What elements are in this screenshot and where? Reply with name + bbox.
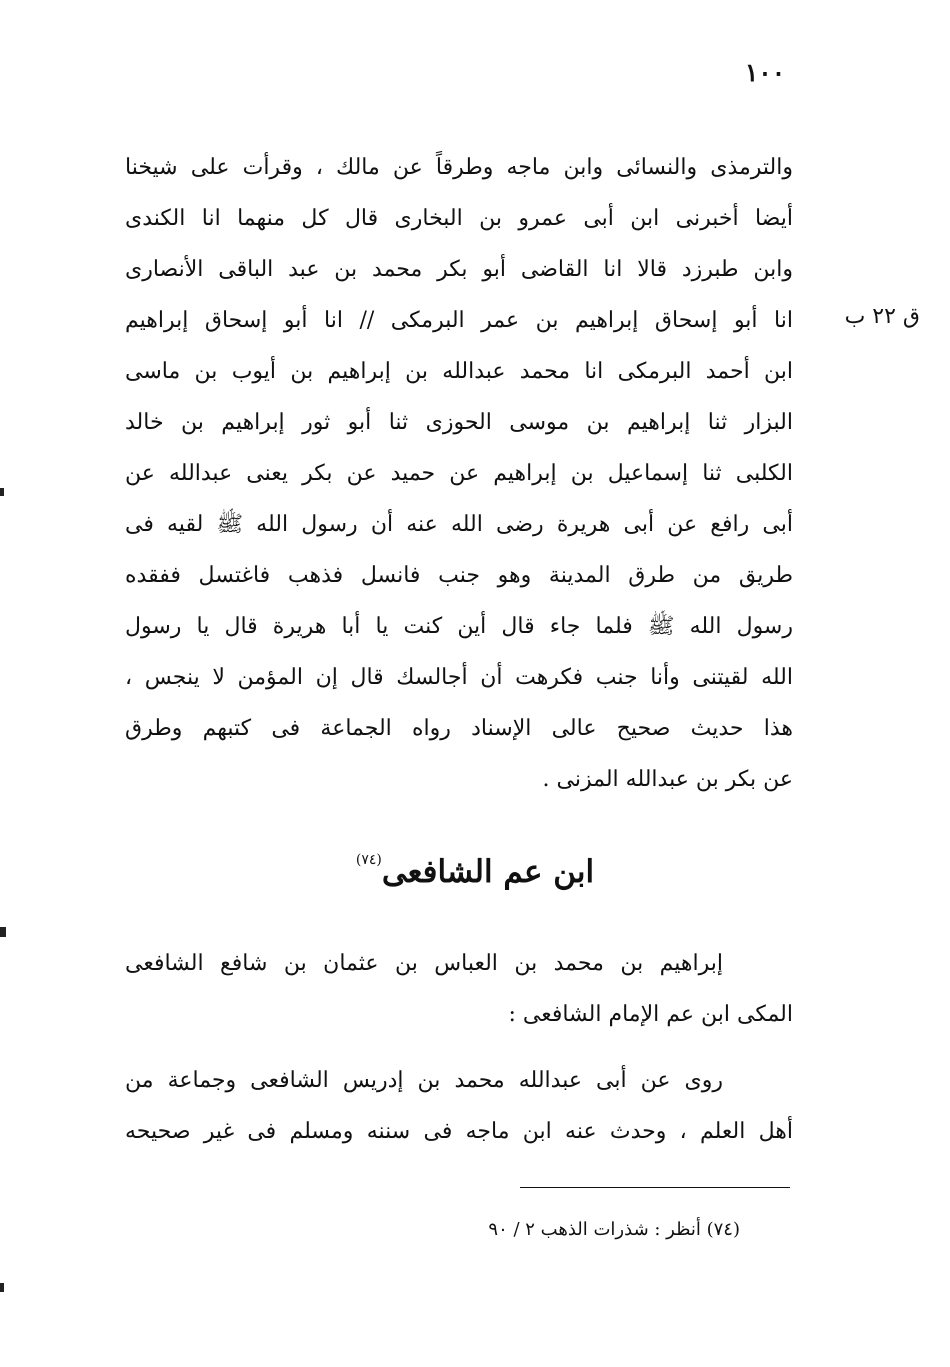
text-line: عن بكر بن عبدالله المزنى . xyxy=(542,767,793,792)
text-line: البزار ثنا إبراهيم بن موسى الحوزى ثنا أبو ثور إبراهيم بن خالد xyxy=(125,410,793,435)
page-number: ١٠٠ xyxy=(744,58,786,87)
text-line: أبى رافع عن أبى هريرة رضى الله عنه أن رسول الله ﷺ لقيه فى xyxy=(125,512,793,537)
text-line: إبراهيم بن محمد بن العباس بن عثمان بن شافع الشافعى xyxy=(125,951,723,976)
text-line: وابن طبرزد قالا انا القاضى أبو بكر محمد بن عبد الباقى الأنصارى xyxy=(125,257,793,282)
text-line: أهل العلم ، وحدث عنه ابن ماجه فى سننه ومسلم فى غير صحيحه xyxy=(125,1119,793,1144)
text-line: ابن أحمد البرمكى انا محمد عبدالله بن إبراهيم بن أيوب بن ماسى xyxy=(125,359,793,384)
text-line: المكى ابن عم الإمام الشافعى : xyxy=(508,1002,793,1027)
scan-edge-mark xyxy=(0,1283,4,1292)
text-line: رسول الله ﷺ فلما جاء قال أين كنت يا أبا هريرة قال يا رسول xyxy=(125,614,793,639)
text-line: طريق من طرق المدينة وهو جنب فانسل فذهب فاغتسل ففقده xyxy=(125,563,793,588)
text-line: هذا حديث صحيح عالى الإسناد رواه الجماعة فى كتبهم وطرق xyxy=(125,716,793,741)
paragraph-biography-name xyxy=(125,938,793,1040)
footnote-reference: (٧٤) xyxy=(355,852,382,868)
section-heading-title: ابن عم الشافعى xyxy=(381,854,595,890)
paragraph-hadith-chain xyxy=(125,142,793,805)
manuscript-folio-note: ق ٢٢ ب xyxy=(844,304,920,329)
scan-edge-mark xyxy=(0,488,4,496)
paragraph-biography-narration xyxy=(125,1055,793,1157)
text-line: روى عن أبى عبدالله محمد بن إدريس الشافعى وجماعة من xyxy=(125,1068,723,1093)
footnote-divider xyxy=(520,1187,790,1188)
text-line: الكلبى ثنا إسماعيل بن إبراهيم عن حميد عن بكر يعنى عبدالله عن xyxy=(125,461,794,486)
text-line: انا أبو إسحاق إبراهيم بن عمر البرمكى // انا أبو إسحاق إبراهيم xyxy=(125,308,793,333)
text-line: أيضا أخبرنى ابن أبى عمرو بن البخارى قال كل منهما انا الكندى xyxy=(125,206,793,231)
scan-edge-mark xyxy=(0,927,6,937)
text-line: الله لقيتنى وأنا جنب فكرهت أن أجالسك قال إن المؤمن لا ينجس ، xyxy=(125,665,793,690)
text-line: والترمذى والنسائى وابن ماجه وطرقاً عن مالك ، وقرأت على شيخنا xyxy=(125,155,793,180)
footnote-text: (٧٤) أنظر : شذرات الذهب ٢ / ٩٠ xyxy=(488,1219,740,1240)
section-heading xyxy=(300,825,650,907)
